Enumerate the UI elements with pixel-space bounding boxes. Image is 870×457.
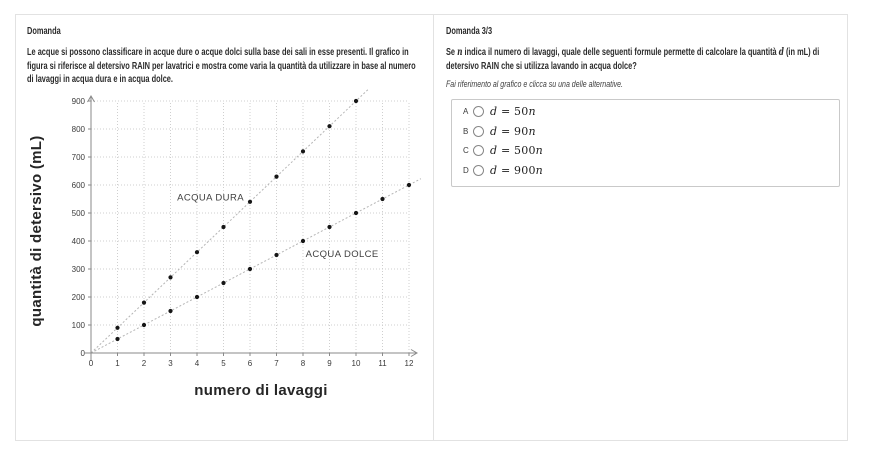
question-card (15, 14, 848, 441)
svg-text:6: 6 (247, 359, 253, 368)
variable-n: n (457, 47, 463, 58)
question-heading: Domanda 3/3 (446, 26, 493, 37)
option-formula: d = 900n (490, 163, 543, 177)
option-letter: C (463, 146, 469, 156)
variable-d: d (778, 47, 784, 58)
question-text-part: (in mL) di detersivo RAIN che si utilizza lavando in acqua dolce? (446, 47, 820, 72)
svg-text:10: 10 (351, 359, 361, 368)
svg-text:600: 600 (71, 180, 85, 190)
svg-text:5: 5 (221, 359, 226, 368)
stimulus-heading: Domanda (27, 26, 61, 37)
svg-text:1: 1 (115, 359, 120, 368)
svg-text:700: 700 (71, 152, 85, 162)
answer-option-b[interactable] (463, 122, 829, 142)
svg-text:0: 0 (80, 348, 85, 358)
radio-button-icon[interactable] (473, 106, 484, 117)
option-formula: d = 500n (490, 144, 543, 158)
option-letter: A (463, 107, 469, 117)
svg-text:numero di lavaggi: numero di lavaggi (194, 382, 328, 399)
radio-button-icon[interactable] (473, 165, 484, 176)
svg-text:300: 300 (71, 264, 85, 274)
radio-button-icon[interactable] (473, 126, 484, 137)
svg-text:12: 12 (404, 359, 414, 368)
svg-text:100: 100 (71, 320, 85, 330)
detergent-usage-chart (26, 89, 431, 415)
svg-text:quantità di detersivo (mL): quantità di detersivo (mL) (28, 135, 45, 327)
svg-text:2: 2 (141, 359, 147, 368)
stimulus-panel (16, 15, 434, 440)
scatter-plot (26, 89, 431, 415)
svg-text:8: 8 (300, 359, 306, 368)
svg-text:800: 800 (71, 124, 85, 134)
question-panel (434, 15, 854, 440)
svg-text:4: 4 (194, 359, 200, 368)
options-box (451, 99, 840, 187)
svg-text:400: 400 (71, 236, 85, 246)
svg-text:11: 11 (378, 359, 387, 368)
svg-text:9: 9 (327, 359, 332, 368)
svg-text:7: 7 (274, 359, 279, 368)
answer-option-d[interactable] (463, 161, 829, 181)
option-formula: d = 50n (490, 105, 536, 119)
option-letter: B (463, 126, 469, 136)
svg-text:900: 900 (71, 96, 85, 106)
answer-option-c[interactable] (463, 141, 829, 161)
question-text-part: indica il numero di lavaggi, quale delle seguenti formule permette di calcolare la quantità (462, 47, 779, 58)
stimulus-text: Le acque si possono classificare in acque dure o acque dolci sulla base dei sali in esse presenti. Il grafico in figura si riferisce al detersivo RAIN per lavatrici e mostra come varia la quantità da utilizzare in base al numero di lavaggi in acqua dura e in acqua dolce. (27, 47, 416, 85)
svg-text:200: 200 (71, 292, 85, 302)
question-text-part: Se (446, 47, 458, 58)
svg-text:500: 500 (71, 208, 85, 218)
svg-text:ACQUA DOLCE: ACQUA DOLCE (305, 249, 379, 261)
svg-text:0: 0 (88, 359, 94, 368)
option-formula: d = 90n (490, 124, 536, 138)
instruction-text: Fai riferimento al grafico e clicca su una delle alternative. (446, 79, 624, 90)
option-letter: D (463, 165, 469, 175)
answer-option-a[interactable] (463, 102, 829, 122)
radio-button-icon[interactable] (473, 145, 484, 156)
question-text (446, 46, 840, 73)
svg-text:3: 3 (168, 359, 173, 368)
svg-text:ACQUA DURA: ACQUA DURA (177, 192, 244, 204)
